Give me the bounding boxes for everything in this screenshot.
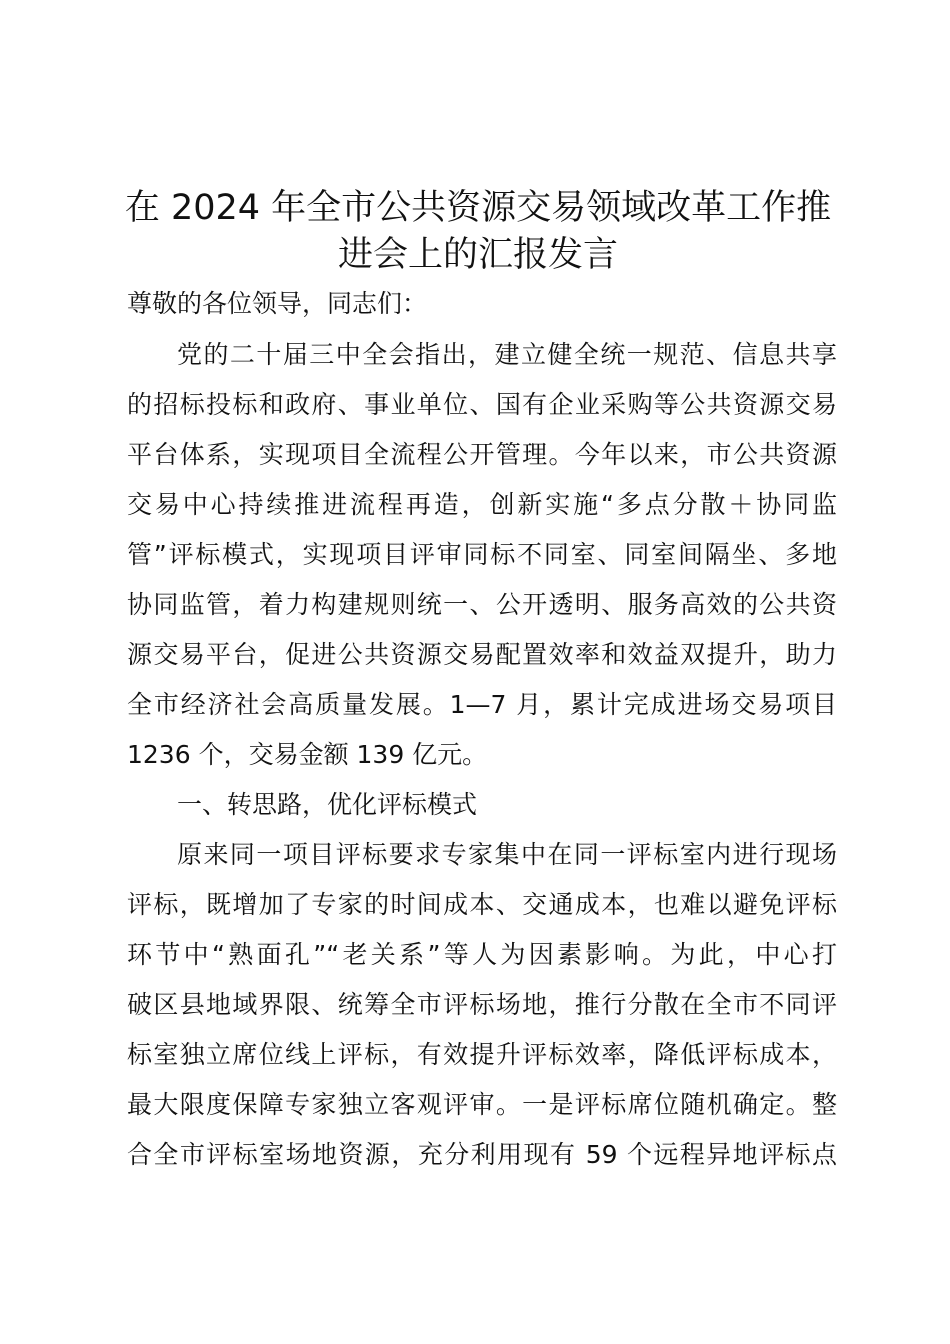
document-title-line-2: 进会上的汇报发言 bbox=[337, 235, 618, 275]
paragraph-2-line-2: 评标，既增加了专家的时间成本、交通成本，也难以避免评标 bbox=[127, 890, 837, 919]
paragraph-2-line-5: 标室独立席位线上评标，有效提升评标效率，降低评标成本， bbox=[127, 1040, 837, 1069]
paragraph-1-line-2: 的招标投标和政府、事业单位、国有企业采购等公共资源交易 bbox=[127, 390, 837, 419]
paragraph-2-line-7: 合全市评标室场地资源，充分利用现有 59 个远程异地评标点 bbox=[127, 1140, 837, 1169]
document-title-line-1: 在 2024 年全市公共资源交易领域改革工作推 bbox=[124, 188, 832, 228]
section-heading: 一、转思路，优化评标模式 bbox=[177, 790, 478, 819]
paragraph-1-line-7: 源交易平台，促进公共资源交易配置效率和效益双提升，助力 bbox=[127, 640, 837, 669]
paragraph-2-line-6: 最大限度保障专家独立客观评审。一是评标席位随机确定。整 bbox=[127, 1090, 837, 1119]
paragraph-2-line-1: 原来同一项目评标要求专家集中在同一评标室内进行现场 bbox=[177, 840, 837, 869]
paragraph-1-line-5: 管”评标模式，实现项目评审同标不同室、同室间隔坐、多地 bbox=[127, 540, 837, 569]
paragraph-1-line-4: 交易中心持续推进流程再造，创新实施“多点分散＋协同监 bbox=[127, 490, 837, 519]
paragraph-1-line-6: 协同监管，着力构建规则统一、公开透明、服务高效的公共资 bbox=[127, 590, 837, 619]
salutation: 尊敬的各位领导，同志们： bbox=[127, 289, 428, 318]
paragraph-1-line-9: 1236 个，交易金额 139 亿元。 bbox=[127, 740, 488, 769]
paragraph-1-line-8: 全市经济社会高质量发展。1—7 月，累计完成进场交易项目 bbox=[127, 690, 837, 719]
paragraph-1-line-1: 党的二十届三中全会指出，建立健全统一规范、信息共享 bbox=[177, 340, 837, 369]
paragraph-2-line-4: 破区县地域界限、统筹全市评标场地，推行分散在全市不同评 bbox=[127, 990, 837, 1019]
paragraph-2-line-3: 环节中“熟面孔”“老关系”等人为因素影响。为此，中心打 bbox=[127, 940, 837, 969]
paragraph-1-line-3: 平台体系，实现项目全流程公开管理。今年以来，市公共资源 bbox=[127, 440, 837, 469]
